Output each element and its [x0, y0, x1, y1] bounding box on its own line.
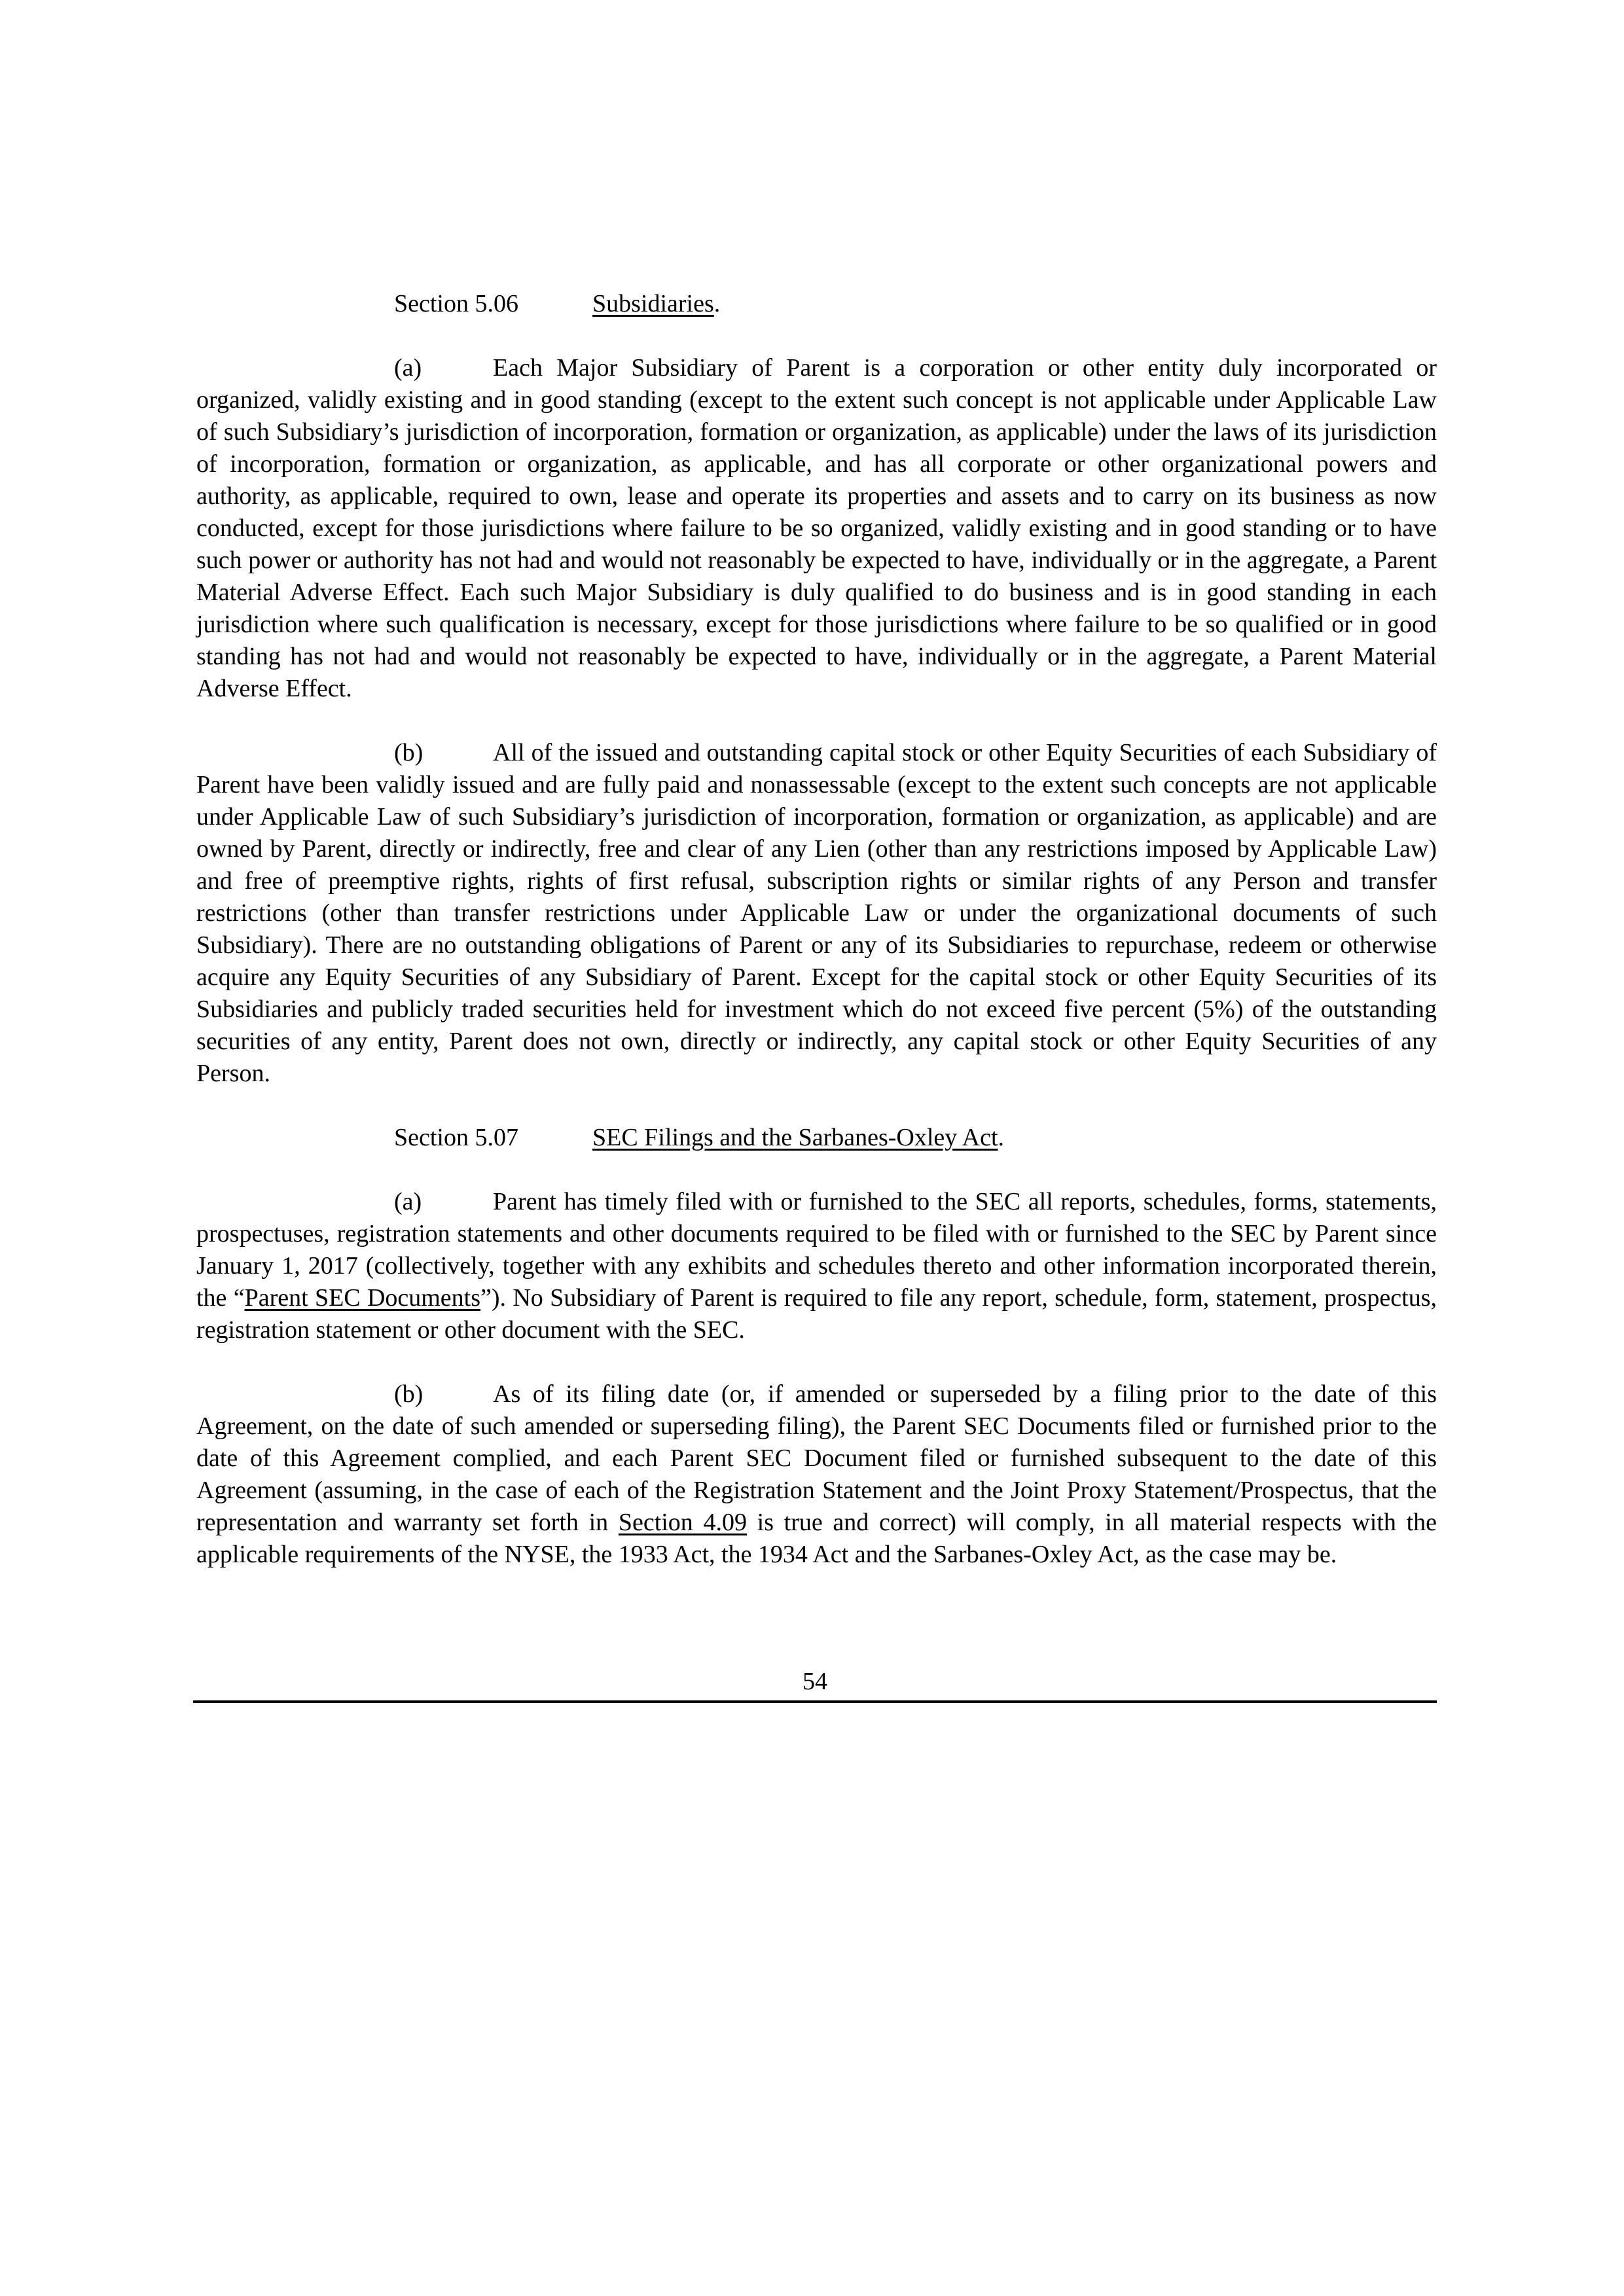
paragraph-text-after: is true and correct) will comply, in all material respects with the applicable requirements of the NYSE, the 1933 Act, the 1934 Act and the Sarbanes-Oxley Act, as the case may be.	[196, 1509, 1437, 1568]
paragraph-5-07-b	[196, 1378, 1437, 1571]
document-body	[196, 288, 1437, 1603]
cross-reference-link[interactable]: Section 4.09	[618, 1509, 747, 1536]
paragraph-text-before: As of its filing date (or, if amended or superseded by a filing prior to the date of this Agreement, on the date of such amended or superseding filing), the Parent SEC Documents filed or furnished prior to the date of this Agreement complied, and each Parent SEC Document filed or furnished subsequent to the date of this Agreement (assuming, in the case of each of the Registration Statement and the Joint Proxy Statement/Prospectus, that the representation and warranty set forth in	[196, 1380, 1437, 1536]
paragraph-5-06-a	[196, 352, 1437, 705]
paragraph-5-07-a	[196, 1186, 1437, 1346]
defined-term: Parent SEC Documents	[244, 1284, 481, 1312]
paragraph-label: (a)	[394, 1188, 422, 1215]
section-heading-5-06	[196, 288, 1437, 320]
paragraph-text: All of the issued and outstanding capital stock or other Equity Securities of each Subsidiary of Parent have been validly issued and are fully paid and nonassessable (except to the extent such concepts are not applicable under Applicable Law of such Subsidiary’s jurisdiction of incorporation, formation or organization, as applicable) and are owned by Parent, directly or indirectly, free and clear of any Lien (other than any restrictions imposed by Applicable Law) and free of preemptive rights, rights of first refusal, subscription rights or similar rights of any Person and transfer restrictions (other than transfer restrictions under Applicable Law or under the organizational documents of such Subsidiary). There are no outstanding obligations of Parent or any of its Subsidiaries to repurchase, redeem or otherwise acquire any Equity Securities of any Subsidiary of Parent. Except for the capital stock or other Equity Securities of its Subsidiaries and publicly traded securities held for investment which do not exceed five percent (5%) of the outstanding securities of any entity, Parent does not own, directly or indirectly, any capital stock or other Equity Securities of any Person.	[196, 739, 1437, 1087]
paragraph-text: Each Major Subsidiary of Parent is a corporation or other entity duly incorporated or organized, validly existing and in good standing (except to the extent such concept is not applicable under Applicable Law of such Subsidiary’s jurisdiction of incorporation, formation or organization, as applicable) under the laws of its jurisdiction of incorporation, formation or organization, as applicable, and has all corporate or other organizational powers and authority, as applicable, required to own, lease and operate its properties and assets and to carry on its business as now conducted, except for those jurisdictions where failure to be so organized, validly existing and in good standing or to have such power or authority has not had and would not reasonably be expected to have, individually or in the aggregate, a Parent Material Adverse Effect. Each such Major Subsidiary is duly qualified to do business and is in good standing in each jurisdiction where such qualification is necessary, except for those jurisdictions where failure to be so qualified or in good standing has not had and would not reasonably be expected to have, individually or in the aggregate, a Parent Material Adverse Effect.	[196, 354, 1437, 702]
paragraph-label: (a)	[394, 354, 422, 382]
paragraph-5-06-b	[196, 737, 1437, 1090]
section-title	[592, 1122, 1004, 1154]
section-title-period: .	[713, 290, 721, 317]
paragraph-text-after: ”). No Subsidiary of Parent is required to file any report, schedule, form, statement, prospectus, registration statement or other document with the SEC.	[196, 1284, 1437, 1344]
paragraph-label: (b)	[394, 1380, 424, 1408]
section-title-text: SEC Filings and the Sarbanes-Oxley Act	[592, 1124, 998, 1151]
section-number: Section 5.07	[394, 1124, 518, 1151]
section-heading-5-07	[196, 1122, 1437, 1154]
page-footer	[193, 1666, 1437, 1703]
section-title-period: .	[998, 1124, 1005, 1151]
paragraph-label: (b)	[394, 739, 424, 766]
paragraph-text-before: Parent has timely filed with or furnished to the SEC all reports, schedules, forms, statements, prospectuses, registration statements and other documents required to be filed with or furnished to the SEC by Parent since January 1, 2017 (collectively, together with any exhibits and schedules thereto and other information incorporated therein, the “	[196, 1188, 1437, 1312]
page-number: 54	[803, 1668, 827, 1695]
section-title	[592, 288, 720, 320]
section-number: Section 5.06	[394, 290, 518, 317]
section-title-text: Subsidiaries	[592, 290, 714, 317]
